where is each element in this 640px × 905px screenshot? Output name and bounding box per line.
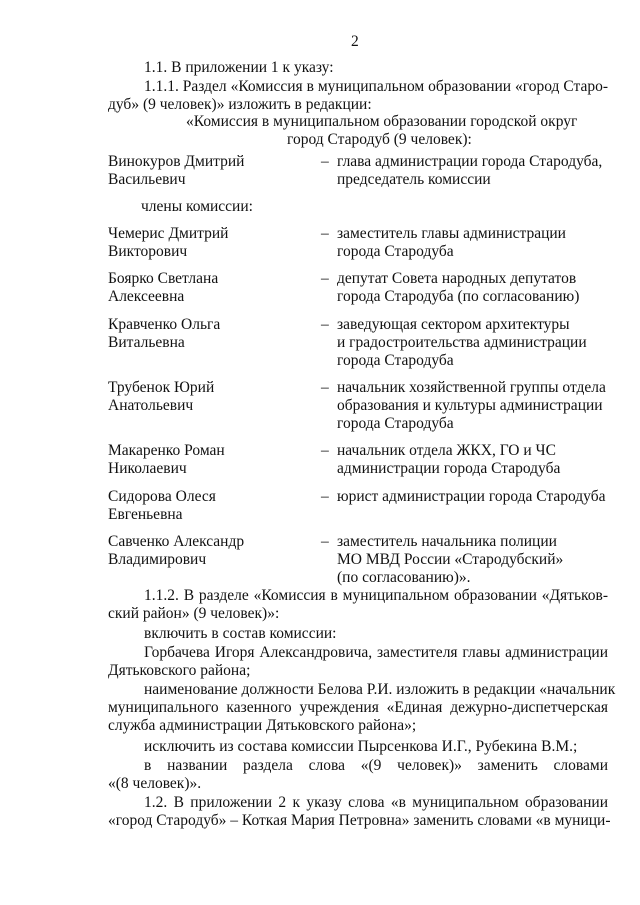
- member-name: Макаренко Роман Николаевич: [108, 442, 225, 477]
- paragraph-belov: [144, 681, 616, 699]
- member-position: заведующая сектором архитектуры и градостроительства администрации города Стародуба: [337, 316, 587, 369]
- member-name: Винокуров Дмитрий Васильевич: [108, 153, 245, 188]
- member-position: юрист администрации города Стародуба: [337, 488, 606, 505]
- paragraph-gorbachev-cont: [108, 662, 608, 680]
- member-position: начальник хозяйственной группы отдела образования и культуры администрации города Стародуба: [337, 379, 606, 432]
- dash: –: [321, 316, 329, 333]
- text-line: «(8 человек)».: [108, 775, 202, 792]
- dash: –: [321, 533, 329, 550]
- paragraph-include: включить в состав комиссии:: [144, 625, 337, 642]
- member-position: заместитель начальника полиции МО МВД России «Стародубский» (по согласованию)».: [337, 533, 564, 586]
- text-line: 1.1.1. Раздел «Комиссия в муниципальном образовании «город Старо-: [144, 78, 608, 95]
- dash: –: [321, 488, 329, 505]
- member-position: глава администрации города Стародуба, председатель комиссии: [337, 153, 603, 188]
- paragraph-exclude: исключить из состава комиссии Пырсенкова И.Г., Рубекина В.М.;: [144, 738, 578, 755]
- paragraph-rename-cont: [108, 775, 608, 793]
- dash: –: [321, 225, 329, 242]
- text-line: служба администрации Дятьковского района»;: [108, 717, 417, 734]
- text-line: 1.1.2. В разделе «Комиссия в муниципальном образовании «Дятьков-: [144, 587, 608, 604]
- member-position: заместитель главы администрации города Стародуба: [337, 225, 566, 260]
- paragraph-1-1: 1.1. В приложении 1 к указу:: [144, 59, 334, 76]
- dash: –: [321, 442, 329, 459]
- member-position: начальник отдела ЖКХ, ГО и ЧС администрации города Стародуба: [337, 442, 561, 477]
- member-name: Боярко Светлана Алексеевна: [108, 270, 219, 305]
- paragraph-1-1-1-cont: [108, 96, 608, 114]
- text-line: Дятьковского района;: [108, 662, 251, 679]
- member-name: Чемерис Дмитрий Викторович: [108, 225, 229, 260]
- paragraph-1-1-2: [144, 587, 608, 605]
- page-number: 2: [351, 33, 359, 50]
- paragraph-1-1-2-cont: [108, 605, 608, 623]
- text-line: Горбачева Игоря Александровича, заместителя главы администрации: [144, 644, 608, 661]
- member-name: Савченко Александр Владимирович: [108, 533, 245, 568]
- section-heading-line-2: город Стародуб (9 человек):: [287, 131, 472, 148]
- member-name: Кравченко Ольга Витальевна: [108, 316, 221, 351]
- members-label: члены комиссии:: [141, 198, 253, 215]
- dash: –: [321, 379, 329, 396]
- dash: –: [321, 153, 329, 170]
- dash: –: [321, 270, 329, 287]
- text-line: 1.2. В приложении 2 к указу слова «в муниципальном образовании: [144, 794, 608, 811]
- text-line: в названии раздела слова «(9 человек)» заменить словами: [144, 757, 608, 774]
- member-position: депутат Совета народных депутатов города Стародуба (по согласованию): [337, 270, 580, 305]
- text-line: муниципального казенного учреждения «Единая дежурно-диспетчерская: [108, 699, 608, 716]
- text-line: наименование должности Белова Р.И. изложить в редакции «начальник: [144, 681, 616, 698]
- text-line: ский район» (9 человек)»:: [108, 605, 280, 622]
- member-name: Трубенок Юрий Анатольевич: [108, 379, 215, 414]
- paragraph-1-2-cont: [108, 812, 611, 830]
- paragraph-belov-cont: [108, 699, 608, 735]
- paragraph-rename: [144, 757, 608, 775]
- text-line: дуб» (9 человек)» изложить в редакции:: [108, 96, 372, 113]
- text-line: «город Стародуб» – Коткая Мария Петровна» заменить словами «в муници-: [108, 812, 611, 829]
- paragraph-gorbachev: [144, 644, 608, 662]
- member-name: Сидорова Олеся Евгеньевна: [108, 488, 216, 523]
- section-heading-line-1: «Комиссия в муниципальном образовании городской округ: [186, 113, 578, 130]
- paragraph-1-2: [144, 794, 608, 812]
- paragraph-1-1-1: [144, 78, 608, 96]
